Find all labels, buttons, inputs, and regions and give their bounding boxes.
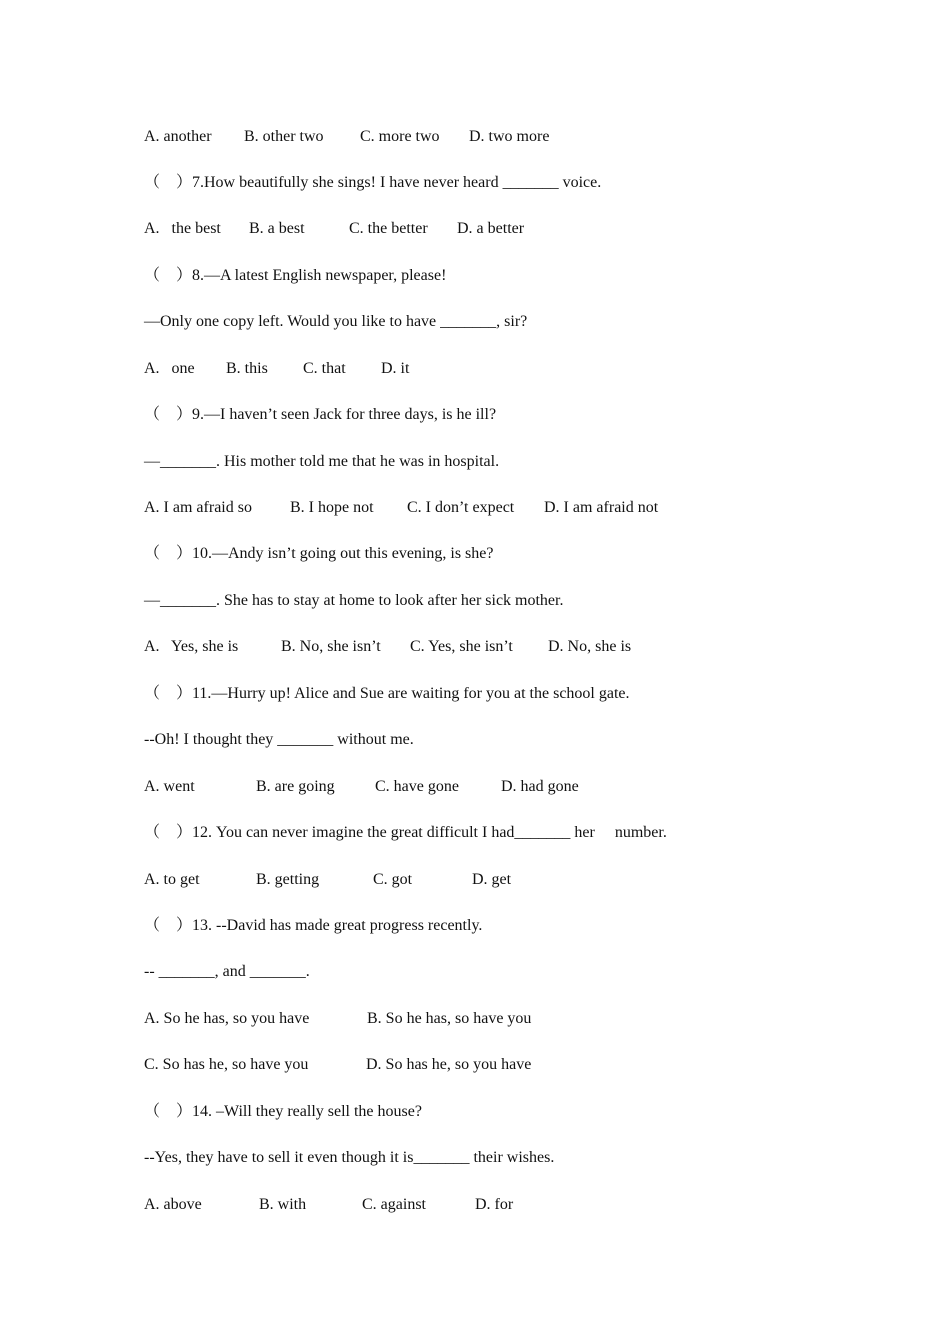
q14-option-d: D. for <box>475 1196 514 1213</box>
q6-options <box>144 126 550 148</box>
q7-option-a: A. the best <box>144 220 221 237</box>
q7-option-d: D. a better <box>457 220 525 237</box>
q9-options <box>144 497 659 519</box>
q13-option-c: C. So has he, so have you <box>144 1056 309 1073</box>
q11-option-d: D. had gone <box>501 778 579 795</box>
q8-option-a: A. one <box>144 360 195 377</box>
q12-option-d: D. get <box>472 871 512 888</box>
q14-options <box>144 1194 514 1216</box>
q13-options-row2 <box>144 1054 532 1076</box>
q8-option-b: B. this <box>226 360 268 377</box>
q14-stem: （ ）14. –Will they really sell the house? <box>144 1103 422 1120</box>
q6-option-a: A. another <box>144 128 212 145</box>
q6-option-b: B. other two <box>244 128 324 145</box>
q13-option-d: D. So has he, so you have <box>366 1056 532 1073</box>
q6-option-c: C. more two <box>360 128 440 145</box>
q7-options <box>144 218 525 240</box>
q8-reply: —Only one copy left. Would you like to have _______, sir? <box>144 313 528 330</box>
q11-stem: （ ）11.—Hurry up! Alice and Sue are waiting for you at the school gate. <box>144 685 630 702</box>
q7-stem: （ ）7.How beautifully she sings! I have never heard _______ voice. <box>144 174 602 191</box>
q11-option-c: C. have gone <box>375 778 459 795</box>
q8-option-d: D. it <box>381 360 410 377</box>
q10-option-d: D. No, she is <box>548 638 632 655</box>
q11-reply: --Oh! I thought they _______ without me. <box>144 731 414 748</box>
q6-option-d: D. two more <box>469 128 550 145</box>
q13-stem: （ ）13. --David has made great progress recently. <box>144 917 483 934</box>
q13-option-a: A. So he has, so you have <box>144 1010 310 1027</box>
q14-option-a: A. above <box>144 1196 202 1213</box>
q9-stem: （ ）9.—I haven’t seen Jack for three days, is he ill? <box>144 406 497 423</box>
q8-stem: （ ）8.—A latest English newspaper, please! <box>144 267 447 284</box>
q10-stem: （ ）10.—Andy isn’t going out this evening, is she? <box>144 545 494 562</box>
q13-reply: -- _______, and _______. <box>144 963 310 980</box>
q12-options <box>144 869 512 891</box>
q14-option-c: C. against <box>362 1196 426 1213</box>
q11-options <box>144 776 579 798</box>
q13-options-row1 <box>144 1008 532 1030</box>
q8-option-c: C. that <box>303 360 346 377</box>
q7-option-b: B. a best <box>249 220 305 237</box>
q11-option-a: A. went <box>144 778 195 795</box>
q12-option-c: C. got <box>373 871 413 888</box>
q12-option-b: B. getting <box>256 871 320 888</box>
q9-option-b: B. I hope not <box>290 499 374 516</box>
q14-reply: --Yes, they have to sell it even though it is_______ their wishes. <box>144 1149 555 1166</box>
q9-option-a: A. I am afraid so <box>144 499 252 516</box>
q11-option-b: B. are going <box>256 778 335 795</box>
q12-stem: （ ）12. You can never imagine the great difficult I had_______ her number. <box>144 824 667 841</box>
q14-option-b: B. with <box>259 1196 307 1213</box>
q10-options <box>144 636 632 658</box>
q7-option-c: C. the better <box>349 220 428 237</box>
q9-option-c: C. I don’t expect <box>407 499 515 516</box>
q10-reply: —_______. She has to stay at home to look after her sick mother. <box>144 592 564 609</box>
q10-option-a: A. Yes, she is <box>144 638 239 655</box>
q10-option-b: B. No, she isn’t <box>281 638 381 655</box>
q13-option-b: B. So he has, so have you <box>367 1010 532 1027</box>
q12-option-a: A. to get <box>144 871 200 888</box>
q9-option-d: D. I am afraid not <box>544 499 659 516</box>
q9-reply: —_______. His mother told me that he was in hospital. <box>144 453 500 470</box>
q10-option-c: C. Yes, she isn’t <box>410 638 513 655</box>
q8-options <box>144 358 410 380</box>
